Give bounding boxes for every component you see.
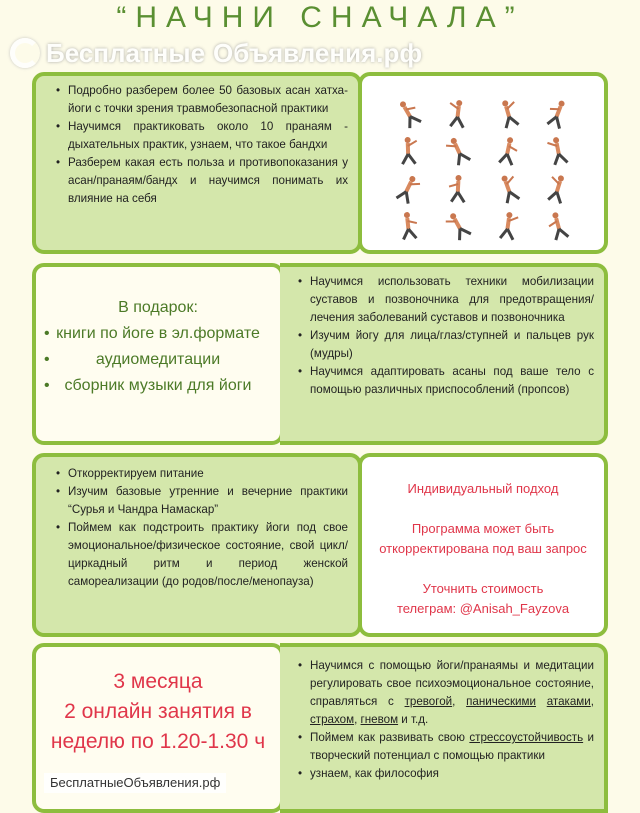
- block3-text: [32, 453, 362, 637]
- yoga-pose-figure: [433, 169, 483, 207]
- program-note: Программа может быть откорректирована под ваш запрос: [362, 519, 604, 559]
- telegram-contact[interactable]: телеграм: @Anisah_Fayzova: [362, 599, 604, 619]
- block2-text: [280, 263, 608, 445]
- yoga-pose-figure: [483, 207, 533, 245]
- yoga-pose-figure: [483, 94, 533, 132]
- list-item: • сборник музыки для йоги: [36, 373, 280, 399]
- watermark-bottom: БесплатныеОбъявления.рф: [44, 773, 226, 793]
- list-item: • Поймем как развивать свою стрессоустойчивость и творческий потенциал с помощью практики: [296, 729, 594, 765]
- watermark-logo: [10, 37, 422, 69]
- yoga-pose-figure: [533, 132, 583, 170]
- schedule-length: неделю по 1.20-1.30 ч: [36, 727, 280, 757]
- price-note: Уточнить стоимость: [362, 579, 604, 599]
- schedule-duration: 3 месяца: [36, 667, 280, 697]
- page-title: “НАЧНИ СНАЧАЛА”: [0, 0, 640, 36]
- yoga-pose-figure: [533, 207, 583, 245]
- yoga-pose-figure: [383, 207, 433, 245]
- watermark-line2: Объявления.рф: [213, 37, 422, 69]
- list-item: • Изучим базовые утренние и вечерние практики “Сурья и Чандра Намаскар”: [54, 483, 348, 519]
- list-item: • Научимся использовать техники мобилизации суставов и позвоночника для предотвращения/лечения заболеваний суставов и позвоночника: [296, 273, 594, 327]
- list-item: • Научимся с помощью йоги/пранаямы и медитации регулировать свое психоэмоциональное состояние, справляться с тревогой, паническими атаками, страхом, гневом и т.д.: [296, 657, 594, 729]
- yoga-pose-figure: [433, 132, 483, 170]
- list-item: • Научимся адаптировать асаны под ваше тело с помощью различных приспособлений (пропсов): [296, 363, 594, 399]
- yoga-pose-figure: [533, 94, 583, 132]
- yoga-pose-figure: [383, 132, 433, 170]
- yoga-pose-figure: [383, 169, 433, 207]
- list-item: • Поймем как подстроить практику йоги под свое эмоциональное/физическое состояние, свой цикл/циркадный ритм и период женской самореализации (до родов/после/менопауза): [54, 519, 348, 591]
- list-item: • узнаем, как философия: [296, 765, 594, 783]
- list-item: • Научимся практиковать около 10 пранаям - дыхательных практик, узнаем, что такое бандхи: [54, 118, 348, 154]
- block4-text: [280, 643, 608, 813]
- yoga-poses-image: [358, 72, 608, 254]
- list-item: • книги по йоге в эл.формате: [36, 321, 280, 347]
- list-item: • Разберем какая есть польза и противопоказания у асан/пранаям/бандх и научимся понимать их влияние на себя: [54, 154, 348, 208]
- individual-box: [358, 453, 608, 637]
- list-item: • аудиомедитации: [36, 347, 280, 373]
- yoga-pose-figure: [383, 94, 433, 132]
- list-item: • Изучим йогу для лица/глаз/ступней и пальцев рук (мудры): [296, 327, 594, 363]
- watermark-line1: Бесплатные: [46, 37, 205, 69]
- yoga-pose-figure: [483, 132, 533, 170]
- gift-box: [32, 263, 284, 445]
- list-item: • Откорректируем питание: [54, 465, 348, 483]
- schedule-frequency: 2 онлайн занятия в: [36, 697, 280, 727]
- gift-heading: В подарок:: [36, 295, 280, 321]
- yoga-pose-figure: [433, 207, 483, 245]
- individual-approach: Индивидуальный подход: [362, 479, 604, 499]
- block1-text: [32, 72, 362, 254]
- list-item: • Подробно разберем более 50 базовых асан хатха-йоги с точки зрения травмобезопасной практики: [54, 82, 348, 118]
- yoga-pose-figure: [483, 169, 533, 207]
- yoga-pose-figure: [433, 94, 483, 132]
- yoga-pose-figure: [533, 169, 583, 207]
- watermark-circle-icon: [10, 38, 40, 68]
